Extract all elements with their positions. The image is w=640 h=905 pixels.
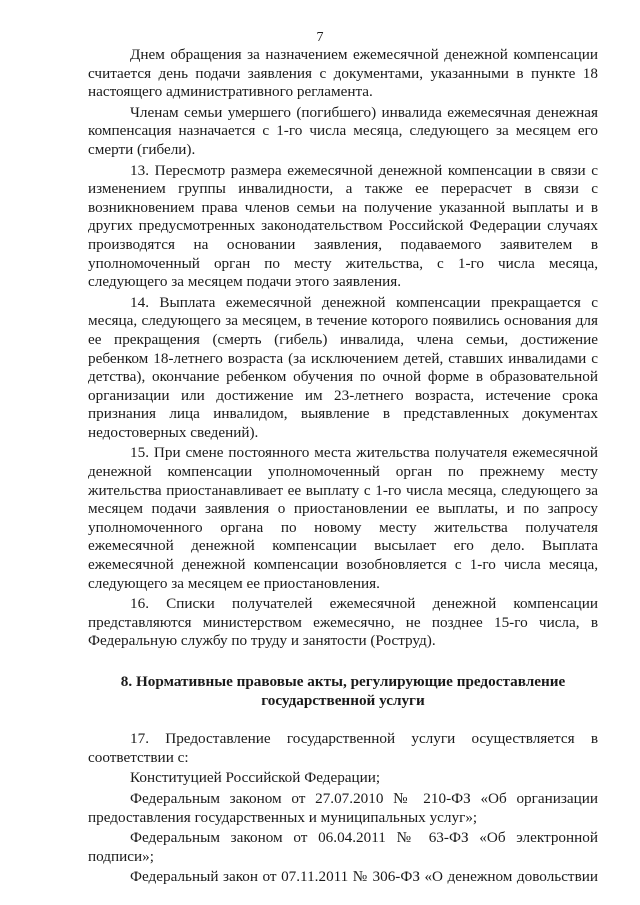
paragraph: Членам семьи умершего (погибшего) инвалида ежемесячная денежная компенсация назначается с 1-го числа месяца, следующего за месяцем его смерти (гибели).	[88, 103, 598, 158]
paragraph: 17. Предоставление государственной услуги осуществляется в соответствии с:	[88, 730, 598, 766]
paragraph: Федеральным законом от 27.07.2010 № 210-ФЗ «Об организации предоставления государственных и муниципальных услуг»;	[88, 789, 598, 826]
paragraph: Федеральный закон от 07.11.2011 № 306-ФЗ «О денежном довольствии	[130, 868, 598, 886]
section-heading: 8. Нормативные правовые акты, регулирующие предоставление государственной услуги	[120, 673, 566, 709]
paragraph: Конституцией Российской Федерации;	[130, 769, 381, 787]
document-body	[88, 46, 598, 889]
page-number: 7	[316, 30, 324, 45]
paragraph: 15. При смене постоянного места жительства получателя ежемесячной денежной компенсации уполномоченный орган по прежнему месту жительства приостанавливает ее выплату с 1-го числа месяца, следующего за месяцем подачи заявления о приостановлении ее выплаты, и по запросу уполномоченного органа по новому месту жительства получателя ежемесячной денежной компенсации высылает его дело. Выплата ежемесячной денежной компенсации возобновляется с 1-го числа месяца, следующего за месяцем ее приостановления.	[88, 444, 598, 592]
paragraph: 16. Списки получателей ежемесячной денежной компенсации представляются министерством ежемесячно, не позднее 15-го числа, в Федеральную службу по труду и занятости (Роструд).	[88, 595, 598, 650]
paragraph: Днем обращения за назначением ежемесячной денежной компенсации считается день подачи заявления с документами, указанными в пункте 18 настоящего административного регламента.	[88, 46, 598, 101]
paragraph: Федеральным законом от 06.04.2011 № 63-ФЗ «Об электронной подписи»;	[88, 829, 598, 865]
paragraph: 14. Выплата ежемесячной денежной компенсации прекращается с месяца, следующего за месяцем, в течение которого появились основания для ее прекращения (смерть (гибель) инвалида, члена семьи, достижение ребенком 18-летнего возраста (за исключением детей, ставших инвалидами с детства), окончание ребенком обучения по очной форме в образовательной организации или достижение им 23-летнего возраста, истечение срока признания лица инвалидом, выявление в представленных документах недостоверных сведений).	[88, 293, 598, 441]
paragraph: 13. Пересмотр размера ежемесячной денежной компенсации в связи с изменением группы инвалидности, а также ее перерасчет в связи с возникновением права членов семьи на получение указанной выплаты и в других предусмотренных законодательством Российской Федерации случаях производятся на основании заявления, подаваемого заявителем в уполномоченный орган по месту жительства, с 1-го числа месяца, следующего за месяцем подачи этого заявления.	[88, 161, 598, 291]
